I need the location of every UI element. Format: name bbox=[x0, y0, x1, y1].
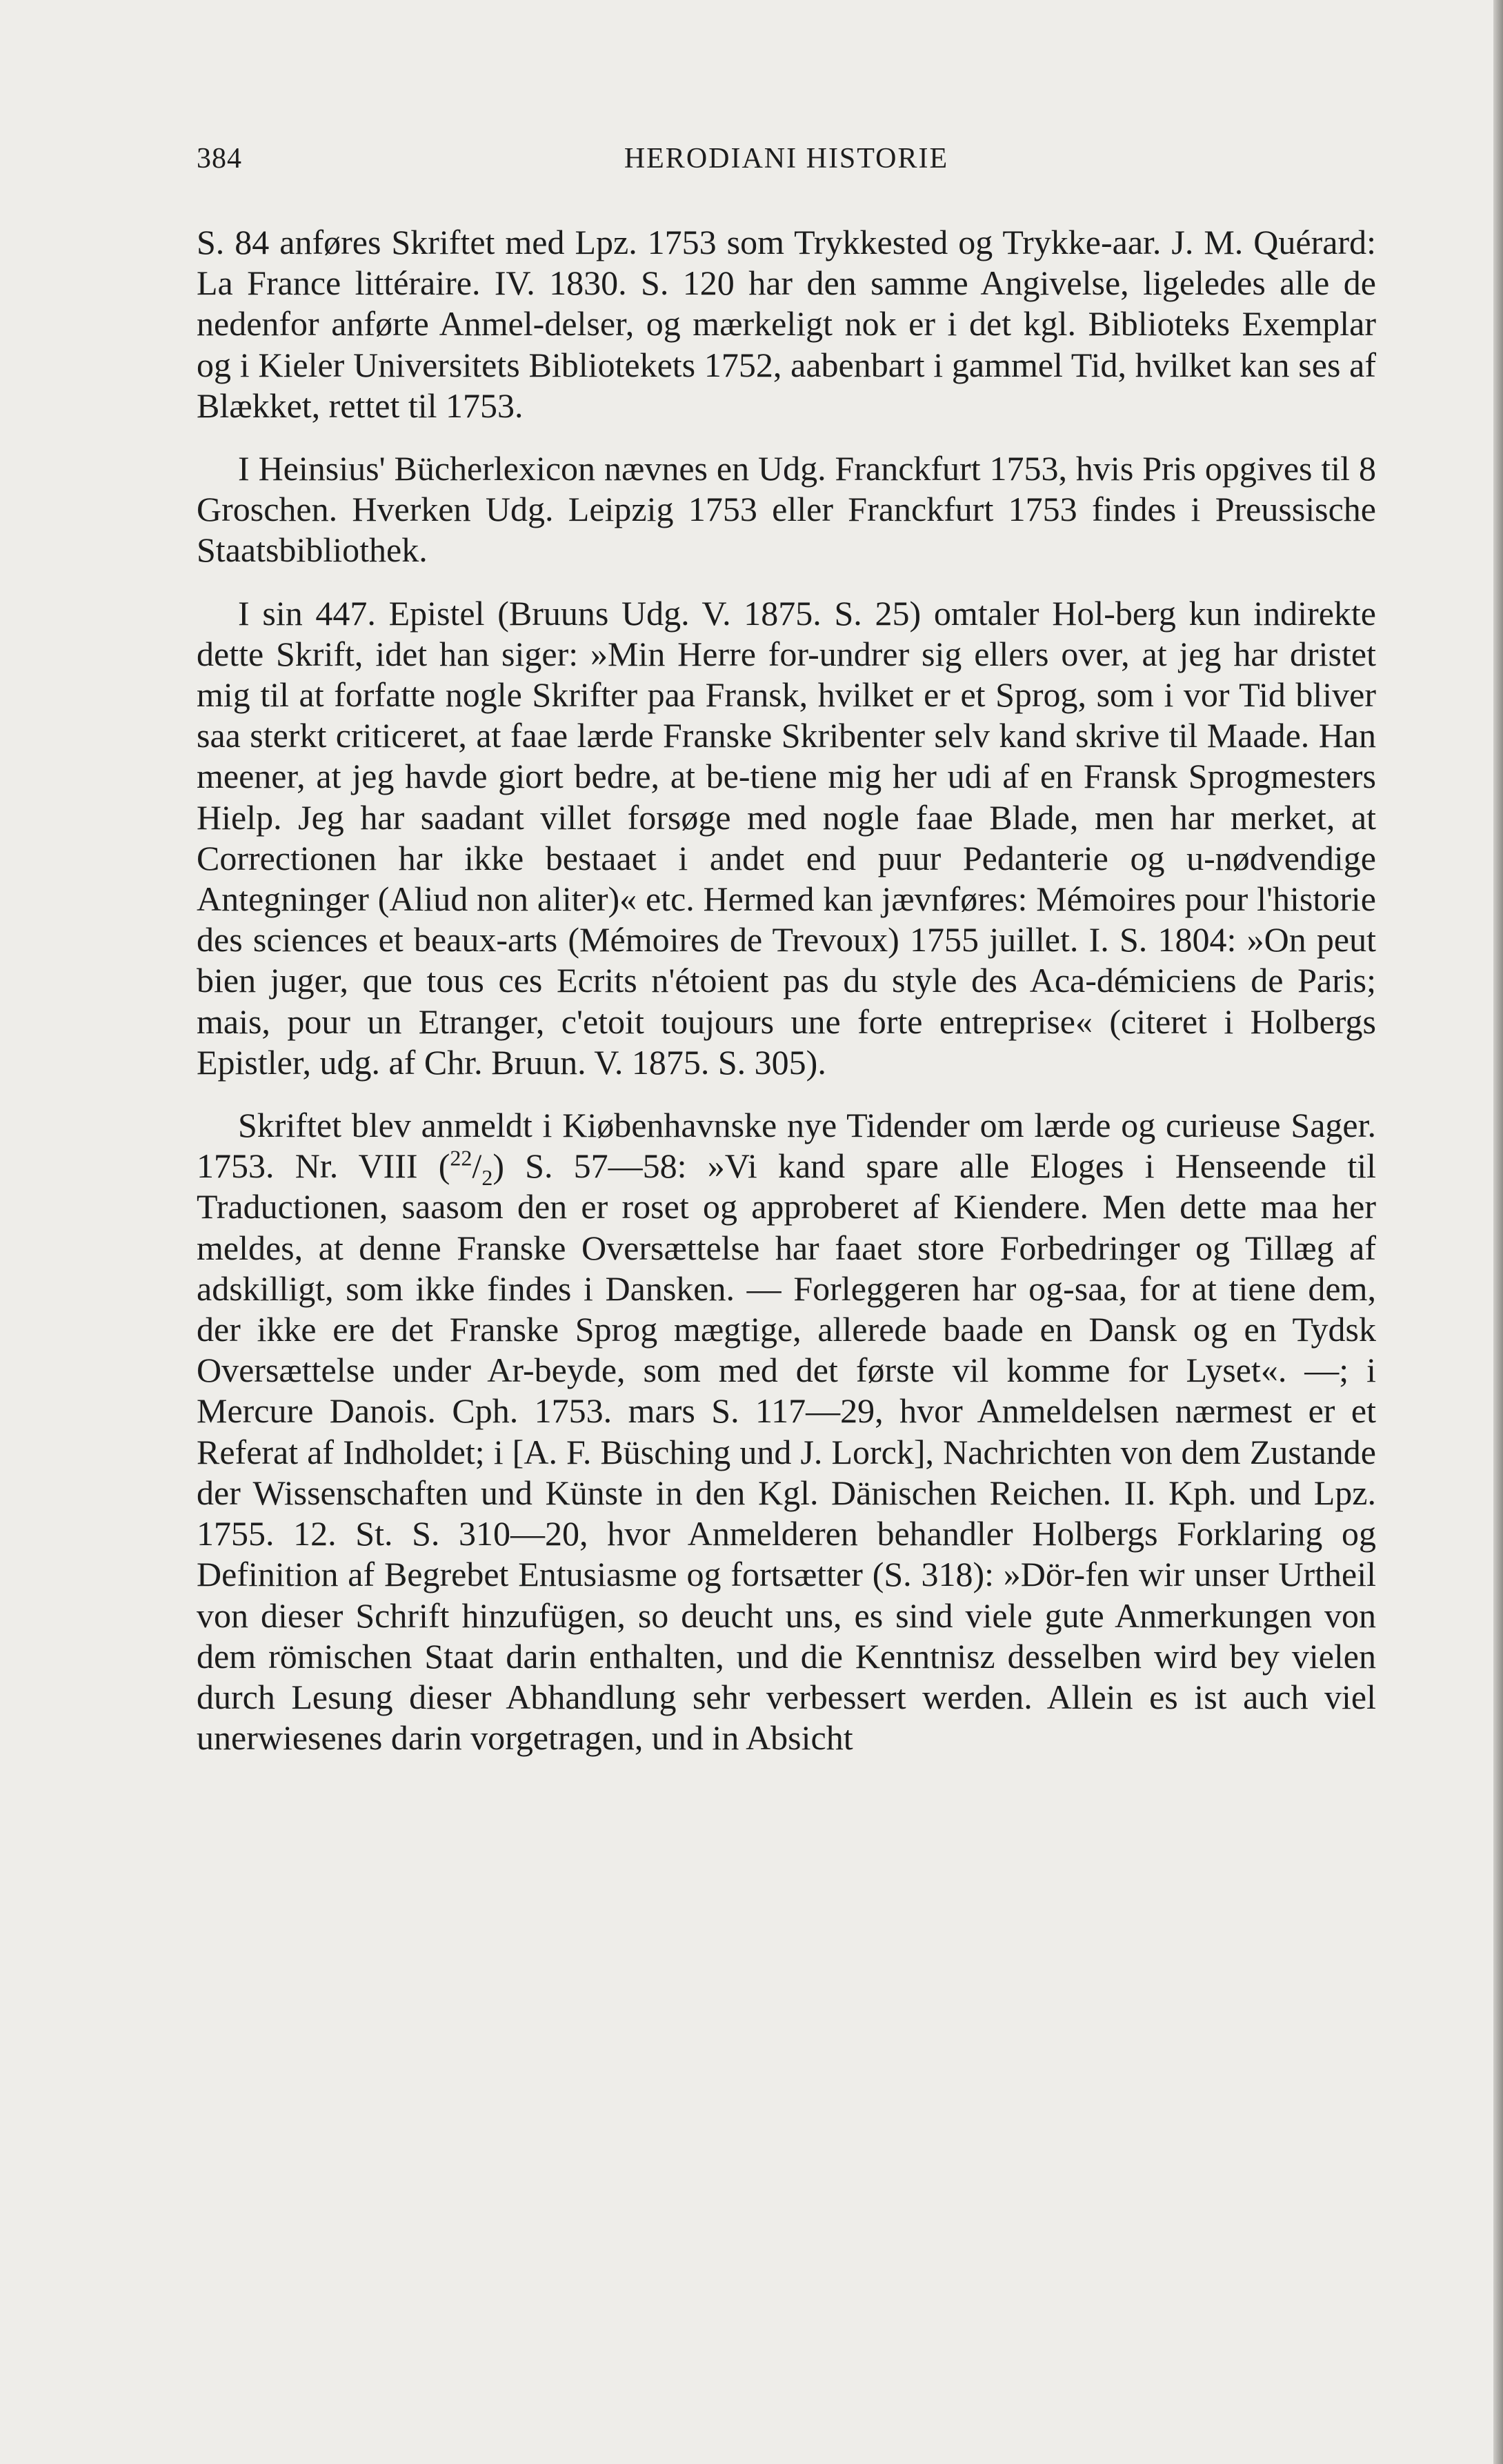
page-edge-shadow bbox=[1493, 0, 1503, 2464]
body-text bbox=[197, 222, 1376, 1758]
paragraph-4-rest: ) S. 57—58: »Vi kand spare alle Eloges i Henseende til Traductionen, saasom den er roset og approberet af Kiendere. Men dette maa her meldes, at denne Franske Oversættelse har faaet store Forbedringer og Tillæg af adskilligt, som ikke findes i Dansken. — Forleggeren har og-saa, for at tiene dem, der ikke ere det Franske Sprog mægtige, allerede baade en Dansk og en Tydsk Oversættelse under Ar-beyde, som med det første vil komme for Lyset«. —; i Mercure Danois. Cph. 1753. mars S. 117—29, hvor Anmeldelsen nærmest er et Referat af Indholdet; i [A. F. Büsching und J. Lorck], Nachrichten von dem Zustande der Wissenschaften und Künste in den Kgl. Dänischen Reichen. II. Kph. und Lpz. 1755. 12. St. S. 310—20, hvor Anmelderen behandler Holbergs Forklaring og Definition af Begrebet Entusiasme og fortsætter (S. 318): »Dör-fen wir unser Urtheil von dieser Schrift hinzufügen, so deucht uns, es sind viele gute Anmerkungen von dem römischen Staat darin enthalten, und die Kenntnisz desselben wird bey vielen durch Lesung dieser Abhandlung sehr verbessert werden. Allein es ist auch viel unerwiesenes darin vorgetragen, und in Absicht bbox=[197, 1146, 1376, 1758]
fraction-slash: / bbox=[472, 1146, 482, 1186]
paragraph-3: I sin 447. Epistel (Bruuns Udg. V. 1875. S. 25) omtaler Hol-berg kun indirekte dette Skrift, idet han siger: »Min Herre for-undrer sig ellers over, at jeg har dristet mig til at forfatte nogle Skrifter paa Fransk, hvilket er et Sprog, som i vor Tid bliver saa sterkt criticeret, at faae lærde Franske Skribenter selv kand skrive til Maade. Han meener, at jeg havde giort bedre, at be-tiene mig her udi af en Fransk Sprogmesters Hielp. Jeg har saadant villet forsøge med nogle faae Blade, men har merket, at Correctionen har ikke bestaaet i andet end puur Pedanterie og u-nødvendige Antegninger (Aliud non aliter)« etc. Hermed kan jævnføres: Mémoires pour l'historie des sciences et beaux-arts (Mémoires de Trevoux) 1755 juillet. I. S. 1804: »On peut bien juger, que tous ces Ecrits n'étoient pas du style des Aca-démiciens de Paris; mais, pour un Etranger, c'etoit toujours une forte entreprise« (citeret i Holbergs Epistler, udg. af Chr. Bruun. V. 1875. S. 305). bbox=[197, 593, 1376, 1082]
fraction-numerator: 22 bbox=[450, 1145, 472, 1171]
paragraph-1: S. 84 anføres Skriftet med Lpz. 1753 som Trykkested og Trykke-aar. J. M. Quérard: La France littéraire. IV. 1830. S. 120 har den samme Angivelse, ligeledes alle de nedenfor anførte Anmel-delser, og mærkeligt nok er i det kgl. Biblioteks Exemplar og i Kieler Universitets Bibliotekets 1752, aabenbart i gammel Tid, hvilket kan ses af Blækket, rettet til 1753. bbox=[197, 223, 1376, 425]
fraction-denominator: 2 bbox=[481, 1165, 493, 1191]
page-header bbox=[197, 138, 1376, 179]
paragraph-4-start: Skriftet blev anmeldt i Kiøbenhavnske nye Tidender om lærde og curieuse Sager. 1753. Nr. VIII ( bbox=[197, 1106, 1376, 1186]
running-title: HERODIANI HISTORIE bbox=[624, 143, 949, 175]
page-number: 384 bbox=[197, 143, 242, 175]
paragraph-4 bbox=[197, 1105, 1376, 1758]
paragraph-2: I Heinsius' Bücherlexicon nævnes en Udg. Franckfurt 1753, hvis Pris opgives til 8 Groschen. Hverken Udg. Leipzig 1753 eller Franckfurt 1753 findes i Preussische Staatsbibliothek. bbox=[197, 449, 1376, 570]
